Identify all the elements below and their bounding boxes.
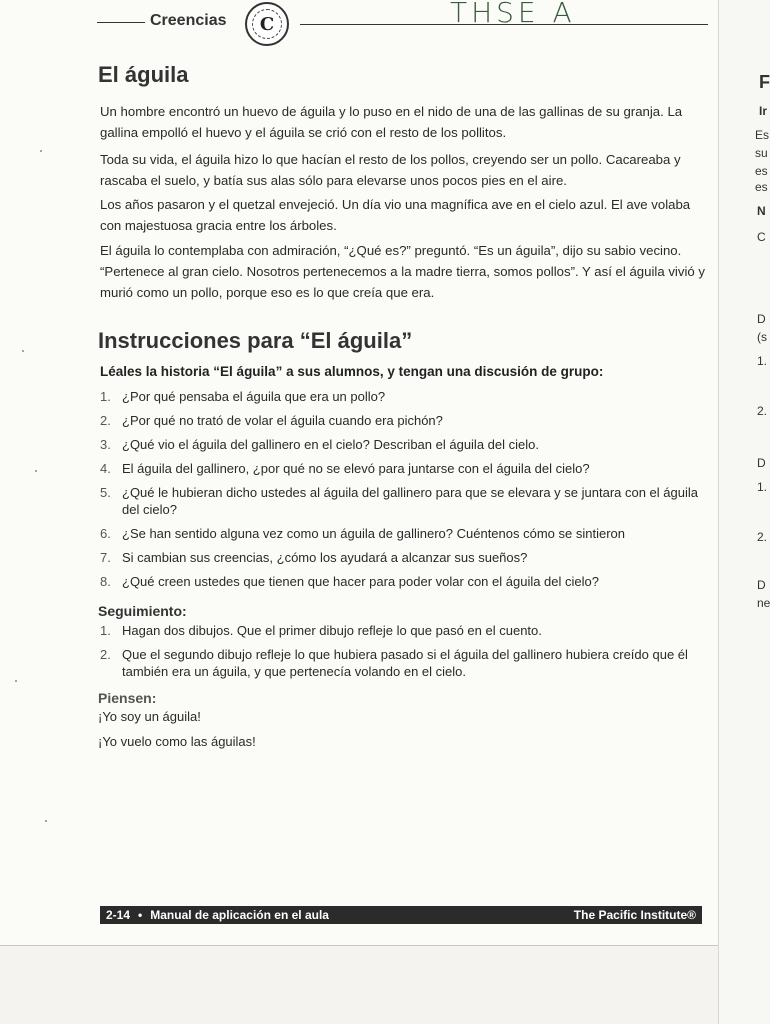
item-number: 3. — [100, 437, 111, 452]
adjacent-fragment: es — [755, 180, 768, 194]
item-number: 7. — [100, 550, 111, 565]
adjacent-fragment: F — [759, 72, 770, 92]
question-text: ¿Qué vio el águila del gallinero en el cielo? Describan el águila del cielo. — [122, 437, 539, 452]
adjacent-fragment: ne — [757, 596, 770, 610]
item-number: 2. — [100, 413, 111, 428]
adjacent-fragment: 1. — [757, 354, 768, 368]
question-text: Si cambian sus creencias, ¿cómo los ayudará a alcanzar sus sueños? — [122, 550, 528, 565]
followup-text: Que el segundo dibujo refleje lo que hubiera pasado si el águila del gallinero hubiera creído que él también era un águila, y que pertenecía volando en el cielo. — [122, 647, 688, 679]
story-title: El águila — [98, 62, 189, 87]
scan-speck — [35, 470, 37, 472]
item-number: 1. — [100, 389, 111, 404]
list-item — [98, 460, 710, 477]
story-paragraph: Toda su vida, el águila hizo lo que hacían el resto de los pollos, creyendo ser un pollo. Cacareaba y rascaba el suelo, y batía sus alas sólo para elevarse unos pocos pies en el aire. — [100, 152, 681, 188]
item-number: 1. — [100, 623, 111, 638]
question-text: ¿Por qué no trató de volar el águila cuando era pichón? — [122, 413, 443, 428]
item-number: 6. — [100, 526, 111, 541]
handwritten-note: THSE A — [450, 0, 576, 29]
list-item — [98, 412, 710, 429]
scan-speck — [15, 680, 17, 682]
page-footer — [100, 906, 702, 924]
followup-text: Hagan dos dibujos. Que el primer dibujo refleje lo que pasó en el cuento. — [122, 623, 542, 638]
page-header — [0, 0, 720, 46]
list-item — [98, 549, 710, 566]
adjacent-fragment: D — [757, 578, 766, 592]
question-list — [98, 388, 710, 597]
followup-list — [98, 622, 710, 687]
story-paragraph: Los años pasaron y el quetzal envejeció. Un día vio una magnífica ave en el cielo azul. El ave volaba con majestuosa gracia entre los árboles. — [100, 197, 691, 233]
header-rule-left — [97, 22, 145, 23]
list-item — [98, 388, 710, 405]
adjacent-fragment: D — [757, 456, 766, 470]
publisher-name: The Pacific Institute® — [573, 908, 696, 922]
list-item — [98, 622, 710, 639]
adjacent-fragment: su — [755, 146, 768, 160]
question-text: ¿Se han sentido alguna vez como un águila de gallinero? Cuéntenos cómo se sintieron — [122, 526, 625, 541]
creencias-logo-icon — [245, 2, 289, 46]
adjacent-fragment: 2. — [757, 404, 768, 418]
logo-letter: C — [252, 9, 282, 39]
think-line: ¡Yo vuelo como las águilas! — [98, 734, 256, 749]
adjacent-fragment: C — [757, 230, 766, 244]
story-paragraph: El águila lo contemplaba con admiración, “¿Qué es?” preguntó. “Es un águila”, dijo su sabio vecino. “Pertenece al gran cielo. Nosotros pertenecemos a la madre tierra, somos pollos”. Y así el águila vivió y murió como un pollo, porque eso es lo que creía que era. — [100, 243, 705, 300]
question-text: ¿Por qué pensaba el águila que era un pollo? — [122, 389, 386, 404]
followup-label: Seguimiento: — [98, 603, 187, 619]
list-item — [98, 436, 710, 453]
adjacent-fragment: 1. — [757, 480, 768, 494]
instructions-lead: Léales la historia “El águila” a sus alumnos, y tengan una discusión de grupo: — [100, 364, 604, 379]
item-number: 4. — [100, 461, 111, 476]
adjacent-fragment: 2. — [757, 530, 768, 544]
list-item — [98, 573, 710, 590]
list-item — [98, 646, 710, 680]
think-line: ¡Yo soy un águila! — [98, 709, 201, 724]
scan-speck — [40, 150, 42, 152]
story-paragraph: Un hombre encontró un huevo de águila y lo puso en el nido de una de las gallinas de su granja. La gallina empolló el huevo y el águila se crió con el resto de los pollitos. — [100, 104, 683, 140]
scan-speck — [45, 820, 47, 822]
manual-title: Manual de aplicación en el aula — [150, 908, 329, 922]
footer-bullet: • — [138, 908, 143, 922]
list-item — [98, 484, 710, 518]
adjacent-fragment: Es — [755, 128, 770, 142]
item-number: 2. — [100, 647, 111, 662]
page-number: 2-14 — [106, 908, 131, 922]
list-item — [98, 525, 710, 542]
section-name: Creencias — [150, 12, 227, 29]
scan-speck — [22, 350, 24, 352]
item-number: 8. — [100, 574, 111, 589]
adjacent-page-strip — [718, 0, 769, 1024]
adjacent-fragment: D — [757, 312, 766, 326]
question-text: ¿Qué le hubieran dicho ustedes al águila del gallinero para que se elevara y se juntara con el águila del cielo? — [122, 485, 698, 517]
adjacent-fragment: es — [755, 164, 768, 178]
item-number: 5. — [100, 485, 111, 500]
adjacent-fragment: (s — [757, 330, 767, 344]
instructions-title: Instrucciones para “El águila” — [98, 328, 413, 353]
question-text: ¿Qué creen ustedes que tienen que hacer para poder volar con el águila del cielo? — [122, 574, 599, 589]
adjacent-fragment: N — [757, 204, 766, 218]
think-label: Piensen: — [98, 690, 157, 706]
adjacent-fragment: Ir — [759, 104, 768, 118]
page-edge — [0, 945, 720, 946]
question-text: El águila del gallinero, ¿por qué no se elevó para juntarse con el águila del cielo? — [122, 461, 590, 476]
